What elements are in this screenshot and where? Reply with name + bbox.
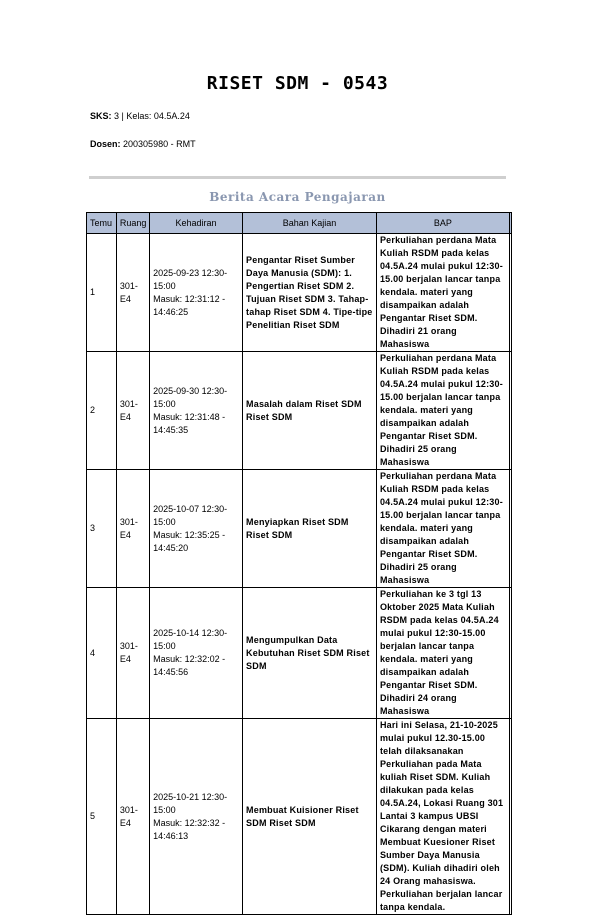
cell-temu: 4 [87, 588, 117, 719]
dosen-label: Dosen: [90, 139, 121, 149]
cell-kehadiran [150, 588, 243, 719]
header-ruang: Ruang [116, 213, 149, 234]
header-bahan-kajian: Bahan Kajian [243, 213, 377, 234]
cell-kehadiran [150, 470, 243, 588]
cell-ruang: 301-E4 [116, 719, 149, 915]
dosen-value: 200305980 - RMT [123, 139, 196, 149]
header-bap: BAP [376, 213, 509, 234]
cell-kehadiran [150, 234, 243, 352]
table-row [87, 588, 512, 719]
cell-spacer [509, 588, 511, 719]
cell-kehadiran [150, 352, 243, 470]
table-header-row [87, 213, 512, 234]
cell-bahan-kajian: Masalah dalam Riset SDM Riset SDM [243, 352, 377, 470]
table-row [87, 470, 512, 588]
bap-table [86, 212, 512, 915]
cell-bahan-kajian: Membuat Kuisioner Riset SDM Riset SDM [243, 719, 377, 915]
masuk-text: Masuk: 12:31:48 - 14:45:35 [153, 411, 226, 435]
jadwal-text: 2025-09-23 12:30-15:00 [153, 267, 228, 291]
header-kehadiran: Kehadiran [150, 213, 243, 234]
cell-spacer [509, 470, 511, 588]
dosen-line [90, 139, 196, 149]
masuk-text: Masuk: 12:32:02 - 14:45:56 [153, 654, 226, 677]
document-title: RISET SDM - 0543 [206, 73, 389, 94]
sks-kelas-line [90, 111, 190, 121]
cell-bahan-kajian: Menyiapkan Riset SDM Riset SDM [243, 470, 377, 588]
cell-ruang: 301-E4 [116, 352, 149, 470]
cell-temu: 3 [87, 470, 117, 588]
cell-temu: 2 [87, 352, 117, 470]
jadwal-text: 2025-10-14 12:30-15:00 [153, 628, 228, 651]
table-row [87, 234, 512, 352]
sks-value: 3 | Kelas: 04.5A.24 [114, 111, 190, 121]
table-row [87, 352, 512, 470]
divider [89, 176, 506, 179]
cell-bap: Perkuliahan ke 3 tgl 13 Oktober 2025 Mata Kuliah RSDM pada kelas 04.5A.24 mulai pukul 12:30-15.00 berjalan lancar tanpa kendala. materi yang disampaikan adalah Pengantar Riset SDM. Dihadiri 24 orang Mahasiswa [376, 588, 509, 719]
cell-temu: 5 [87, 719, 117, 915]
cell-ruang: 301-E4 [116, 588, 149, 719]
header-spacer [509, 213, 511, 234]
cell-kehadiran [150, 719, 243, 915]
cell-temu: 1 [87, 234, 117, 352]
cell-bap: Perkuliahan perdana Mata Kuliah RSDM pada kelas 04.5A.24 mulai pukul 12:30-15.00 berjalan lancar tanpa kendala. materi yang disampaikan adalah Pengantar Riset SDM. Dihadiri 25 orang Mahasiswa [376, 470, 509, 588]
cell-bap: Perkuliahan perdana Mata Kuliah RSDM pada kelas 04.5A.24 mulai pukul 12:30-15.00 berjalan lancar tanpa kendala. materi yang disampaikan adalah Pengantar Riset SDM. Dihadiri 21 orang Mahasiswa [376, 234, 509, 352]
masuk-text: Masuk: 12:31:12 - 14:46:25 [153, 293, 226, 317]
cell-bap: Perkuliahan perdana Mata Kuliah RSDM pada kelas 04.5A.24 mulai pukul 12:30-15.00 berjalan lancar tanpa kendala. materi yang disampaikan adalah Pengantar Riset SDM. Dihadiri 25 orang Mahasiswa [376, 352, 509, 470]
cell-spacer [509, 719, 511, 915]
jadwal-text: 2025-09-30 12:30-15:00 [153, 385, 228, 409]
cell-ruang: 301-E4 [116, 470, 149, 588]
cell-ruang: 301-E4 [116, 234, 149, 352]
cell-spacer [509, 352, 511, 470]
cell-bahan-kajian: Mengumpulkan Data Kebutuhan Riset SDM Riset SDM [243, 588, 377, 719]
masuk-text: Masuk: 12:32:32 - 14:46:13 [153, 817, 226, 841]
header-temu: Temu [87, 213, 117, 234]
jadwal-text: 2025-10-07 12:30-15:00 [153, 503, 228, 527]
table-row [87, 719, 512, 915]
sks-label: SKS: [90, 111, 112, 121]
jadwal-text: 2025-10-21 12:30-15:00 [153, 791, 228, 815]
cell-bap: Hari ini Selasa, 21-10-2025 mulai pukul 12.30-15.00 telah dilaksanakan Perkuliahan pada Mata kuliah Riset SDM. Kuliah dilakukan pada kelas 04.5A.24, Lokasi Ruang 301 Lantai 3 kampus UBSI Cikarang dengan materi Membuat Kuesioner Riset Sumber Daya Manusia (SDM). Kuliah dihadiri oleh 24 Orang mahasiswa. Perkuliahan berjalan lancar tanpa kendala. [376, 719, 509, 915]
masuk-text: Masuk: 12:35:25 - 14:45:20 [153, 529, 226, 553]
cell-spacer [509, 234, 511, 352]
cell-bahan-kajian: Pengantar Riset Sumber Daya Manusia (SDM): 1. Pengertian Riset SDM 2. Tujuan Riset SDM 3. Tahap-tahap Riset SDM 4. Tipe-tipe Penelitian Riset SDM [243, 234, 377, 352]
section-title: Berita Acara Pengajaran [209, 190, 386, 204]
